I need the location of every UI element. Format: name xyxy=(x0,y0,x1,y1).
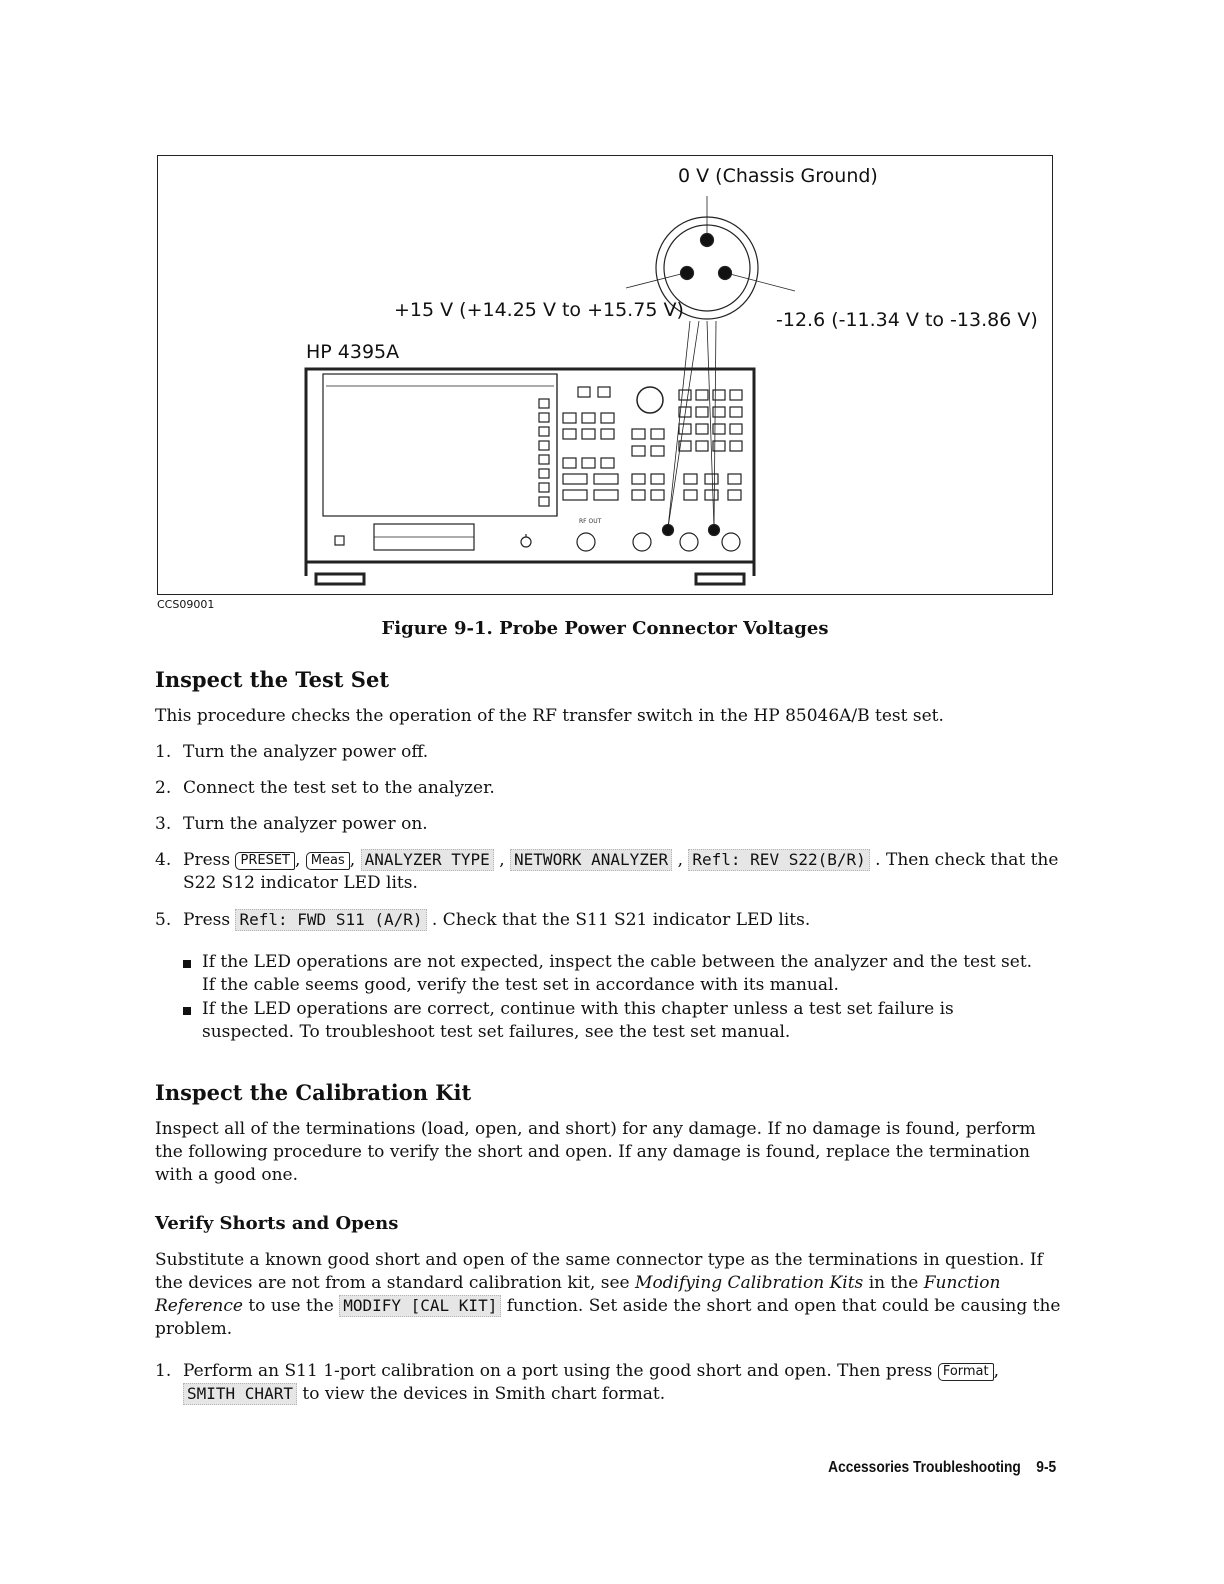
preset-key: PRESET xyxy=(235,852,295,870)
step-text: Turn the analyzer power off. xyxy=(183,742,429,762)
analyzer-type-softkey: ANALYZER TYPE xyxy=(361,849,494,871)
smith-chart-softkey: SMITH CHART xyxy=(183,1383,297,1405)
refl-rev-s22-softkey: Refl: REV S22(B/R) xyxy=(688,849,869,871)
function-reference-ref: Function Reference xyxy=(155,1273,1001,1316)
page-number: 9-5 xyxy=(1036,1459,1056,1476)
step-number: 4. xyxy=(155,850,172,870)
format-key: Format xyxy=(938,1363,994,1381)
footer-title: Accessories Troubleshooting xyxy=(827,1459,1021,1476)
plus15-label: +15 V (+14.25 V to +15.75 V) xyxy=(394,299,684,321)
refl-fwd-s11-softkey: Refl: FWD S11 (A/R) xyxy=(235,909,426,931)
rf-out-label: RF OUT xyxy=(579,518,602,525)
step-text: Perform an S11 1-port calibration on a port using the good short and open. Then press Format , SMITH CHART to view the devices in Smith chart format. xyxy=(183,1361,1000,1404)
step-number: 3. xyxy=(155,814,172,834)
ground-label: 0 V (Chassis Ground) xyxy=(678,165,878,187)
step-text: Connect the test set to the analyzer. xyxy=(183,778,495,798)
minus12-label: -12.6 (-11.34 V to -13.86 V) xyxy=(776,309,1038,331)
step-number: 2. xyxy=(155,778,172,798)
modify-cal-kit-softkey: MODIFY [CAL KIT] xyxy=(339,1295,501,1317)
step-text: Press PRESET , Meas , ANALYZER TYPE , NETWORK ANALYZER , Refl: REV S22(B/R) . Then check that the S22 S12 indicator LED lits. xyxy=(183,850,1059,893)
network-analyzer-softkey: NETWORK ANALYZER xyxy=(510,849,672,871)
figure-id: CCS09001 xyxy=(157,598,215,611)
model-label: HP 4395A xyxy=(306,341,400,363)
page-footer xyxy=(828,1459,1056,1477)
verify-paragraph: Substitute a known good short and open of the same connector type as the terminations in question. If the devices are not from a standard calibration kit, see Modifying Calibration Kits in the Function Reference to use the MODIFY [CAL KIT] function. Set aside the short and open that could be causing the problem. xyxy=(155,1250,1061,1339)
bullet-square xyxy=(183,960,191,968)
bullet-square xyxy=(183,1007,191,1015)
step-text: Turn the analyzer power on. xyxy=(183,814,428,834)
step-number: 1. xyxy=(155,742,172,762)
meas-key: Meas xyxy=(306,852,350,870)
subsection-title-verify: Verify Shorts and Opens xyxy=(155,1213,399,1234)
cal-kit-intro: Inspect all of the terminations (load, open, and short) for any damage. If no damage is found, perform the following procedure to verify the short and open. If any damage is found, replace the termination with a good one. xyxy=(155,1119,1036,1185)
step-text: Press Refl: FWD S11 (A/R) . Check that the S11 S21 indicator LED lits. xyxy=(183,910,811,930)
step-number: 5. xyxy=(155,910,172,930)
figure-probe-power xyxy=(157,155,1053,595)
step-number: 1. xyxy=(155,1361,172,1381)
test-set-intro: This procedure checks the operation of the RF transfer switch in the HP 85046A/B test set. xyxy=(155,706,944,726)
section-title-cal-kit: Inspect the Calibration Kit xyxy=(155,1080,472,1105)
modifying-cal-kits-ref: Modifying Calibration Kits xyxy=(635,1273,864,1293)
section-title-test-set: Inspect the Test Set xyxy=(155,667,390,692)
figure-caption: Figure 9-1. Probe Power Connector Voltages xyxy=(381,618,829,639)
analyzer-diagram xyxy=(158,156,1054,596)
